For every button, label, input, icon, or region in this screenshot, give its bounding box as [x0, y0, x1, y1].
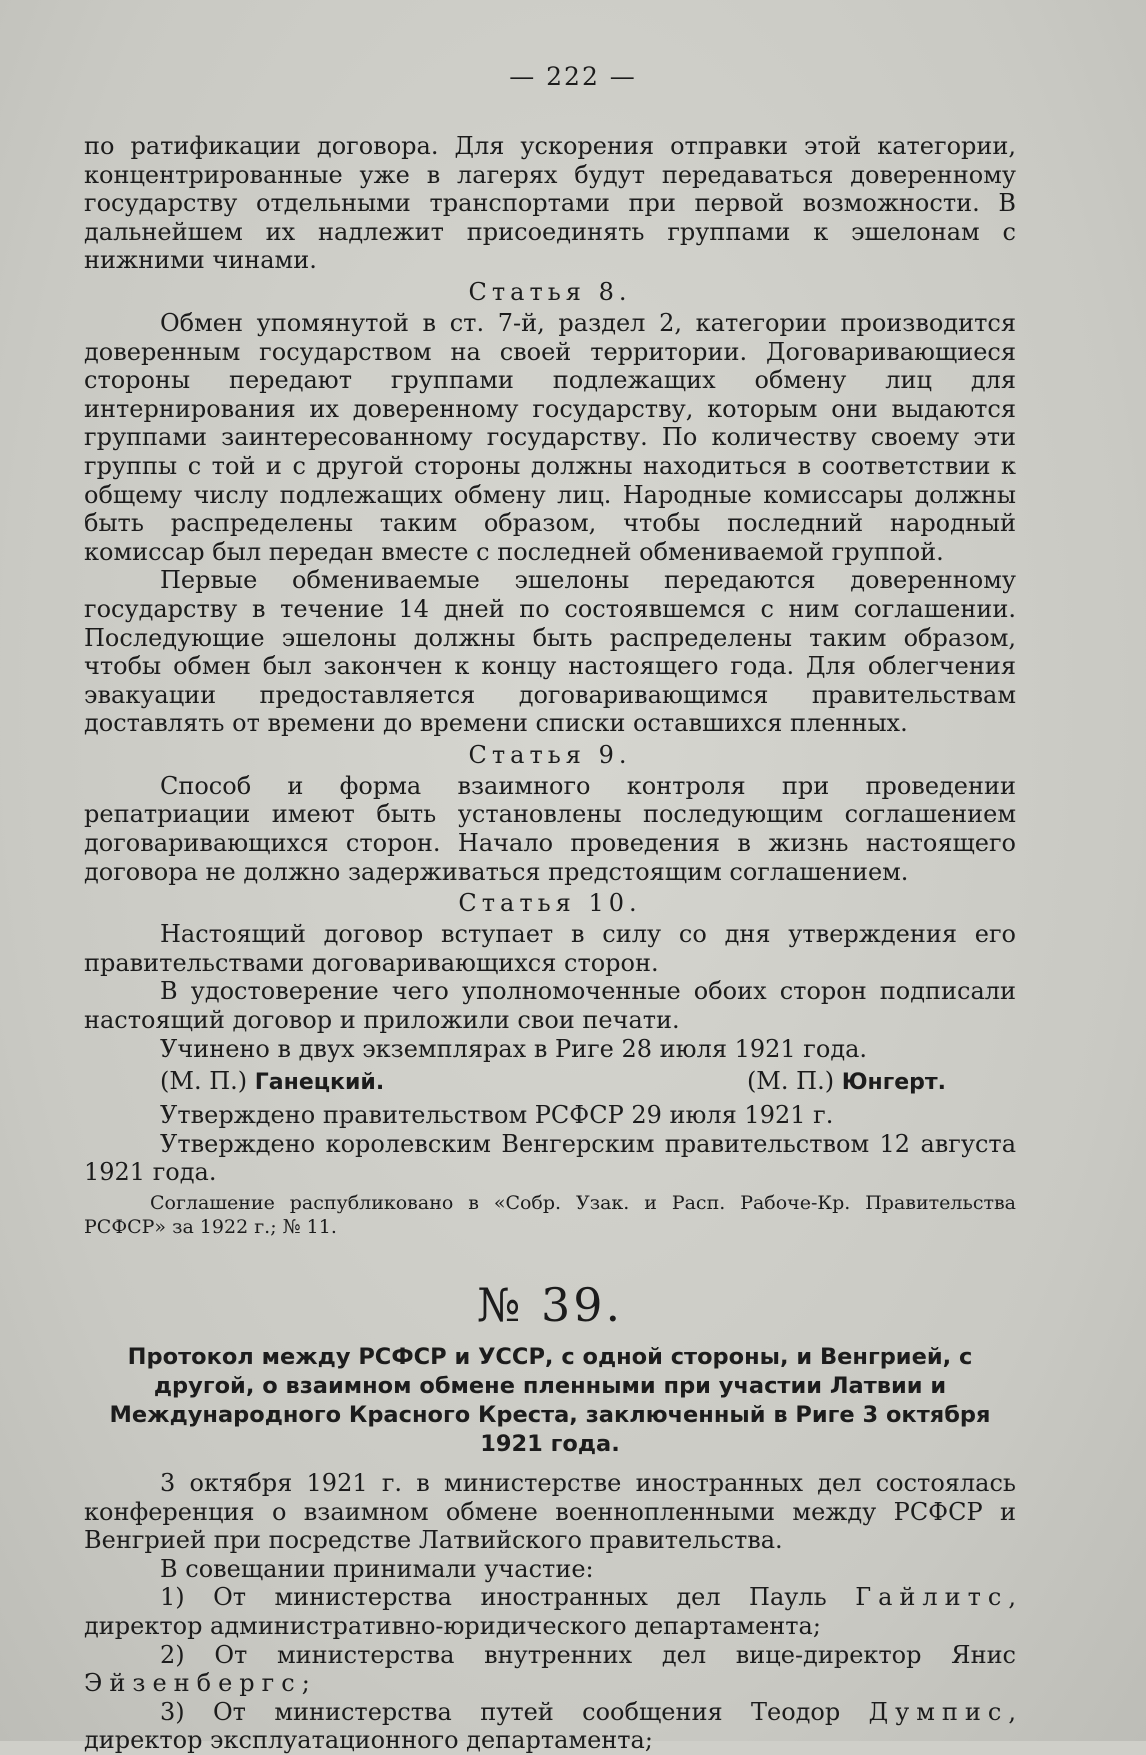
article-8-paragraph-2: Первые обмениваемые эшелоны передаются доверенному государству в течение 14 дней по состоявшемся с ним соглашении. Последующие эшелоны должны быть распределены таким образом, чтобы обмен был закончен к концу настоящего года. Для облегчения эвакуации предоставляется договаривающимся правительствам доставлять от времени до времени списки оставшихся пленных.	[84, 566, 1016, 738]
signatory-left: Ганецкий.	[254, 1070, 385, 1096]
article-8-paragraph-1: Обмен упомянутой в ст. 7-й, раздел 2, категории производится доверенным государством на своей территории. Договаривающиеся стороны передают группами подлежащих обмену лиц для интернирования их доверенному государству, которым они выдаются группами заинтересованному государству. По количеству своему эти группы с той и с другой стороны должны находиться в соответствии к общему числу подлежащих обмену лиц. Народные комиссары должны быть распределены таким образом, чтобы последний народный комиссар был передан вместе с последней обмениваемой группой.	[84, 308, 1016, 566]
approval-hungary: Утверждено королевским Венгерским правительством 12 августа 1921 года.	[84, 1129, 1016, 1187]
participant-item-3: 3) От министерства путей сообщения Теодор Думпис, директор эксплуатационного департамента;	[84, 1697, 1016, 1755]
page-number: — 222 —	[509, 62, 637, 91]
participant-name-1: Гайлитс	[855, 1583, 1009, 1612]
article-10-paragraph-3: Учинено в двух экземплярах в Риге 28 июля 1921 года.	[160, 1034, 868, 1063]
document-number: № 39.	[476, 1278, 624, 1332]
participant-item-1: 1) От министерства иностранных дел Пауль Гайлитс, директор административно-юридического департамента;	[84, 1583, 1016, 1640]
seal-right: (М. П.)	[746, 1067, 835, 1096]
signature-left	[160, 1063, 384, 1101]
article-9-heading: Статья 9.	[468, 740, 632, 769]
participant-item-2: 2) От министерства внутренних дел вице-директор Янис Эйзенбергс;	[84, 1640, 1016, 1698]
article-8-heading: Статья 8.	[468, 277, 632, 306]
intro-paragraph: 3 октября 1921 г. в министерстве иностранных дел состоялась конференция о взаимном обмене военнопленными между РСФСР и Венгрией при посредстве Латвийского правительства.	[84, 1469, 1016, 1555]
participant-name-2: Эйзенбергс	[84, 1669, 302, 1698]
article-9-paragraph-1: Способ и форма взаимного контроля при проведении репатриации имеют быть установлены последующим соглашением договаривающихся сторон. Начало проведения в жизнь настоящего договора не должно задерживаться предстоящим соглашением.	[84, 771, 1016, 886]
signature-right	[747, 1063, 946, 1101]
publication-note: Соглашение распубликовано в «Собр. Узак. и Расп. Рабоче-Кр. Правительства РСФСР» за 1922 г.; № 11.	[84, 1192, 1016, 1238]
main-text-column	[84, 132, 1016, 1755]
seal-left: (М. П.)	[160, 1067, 248, 1096]
signatures-line	[84, 1063, 1016, 1101]
paragraph-continued: по ратификации договора. Для ускорения отправки этой категории, концентрированные уже в лагерях будут передаваться доверенному государству отдельными транспортами при первой возможности. В дальнейшем их надлежит присоединять группами к эшелонам с нижними чинами.	[84, 132, 1016, 275]
article-10-paragraph-1: Настоящий договор вступает в силу со дня утверждения его правительствами договаривающихся сторон.	[84, 920, 1016, 977]
participant-name-3: Думпис	[868, 1697, 1009, 1726]
article-10-paragraph-2: В удостоверение чего уполномоченные обоих сторон подписали настоящий договор и приложили свои печати.	[84, 977, 1016, 1035]
signatory-right: Юнгерт.	[841, 1070, 946, 1096]
approval-rsfsr: Утверждено правительством РСФСР 29 июля 1921 г.	[160, 1101, 834, 1130]
document-title: Протокол между РСФСР и УССР, с одной стороны, и Венгрией, с другой, о взаимном обмене пленными при участии Латвии и Международного Красного Креста, заключенный в Риге 3 октября 1921 года.	[109, 1344, 991, 1457]
article-10-heading: Статья 10.	[458, 889, 642, 918]
participants-lead: В совещании принимали участие:	[160, 1554, 594, 1583]
